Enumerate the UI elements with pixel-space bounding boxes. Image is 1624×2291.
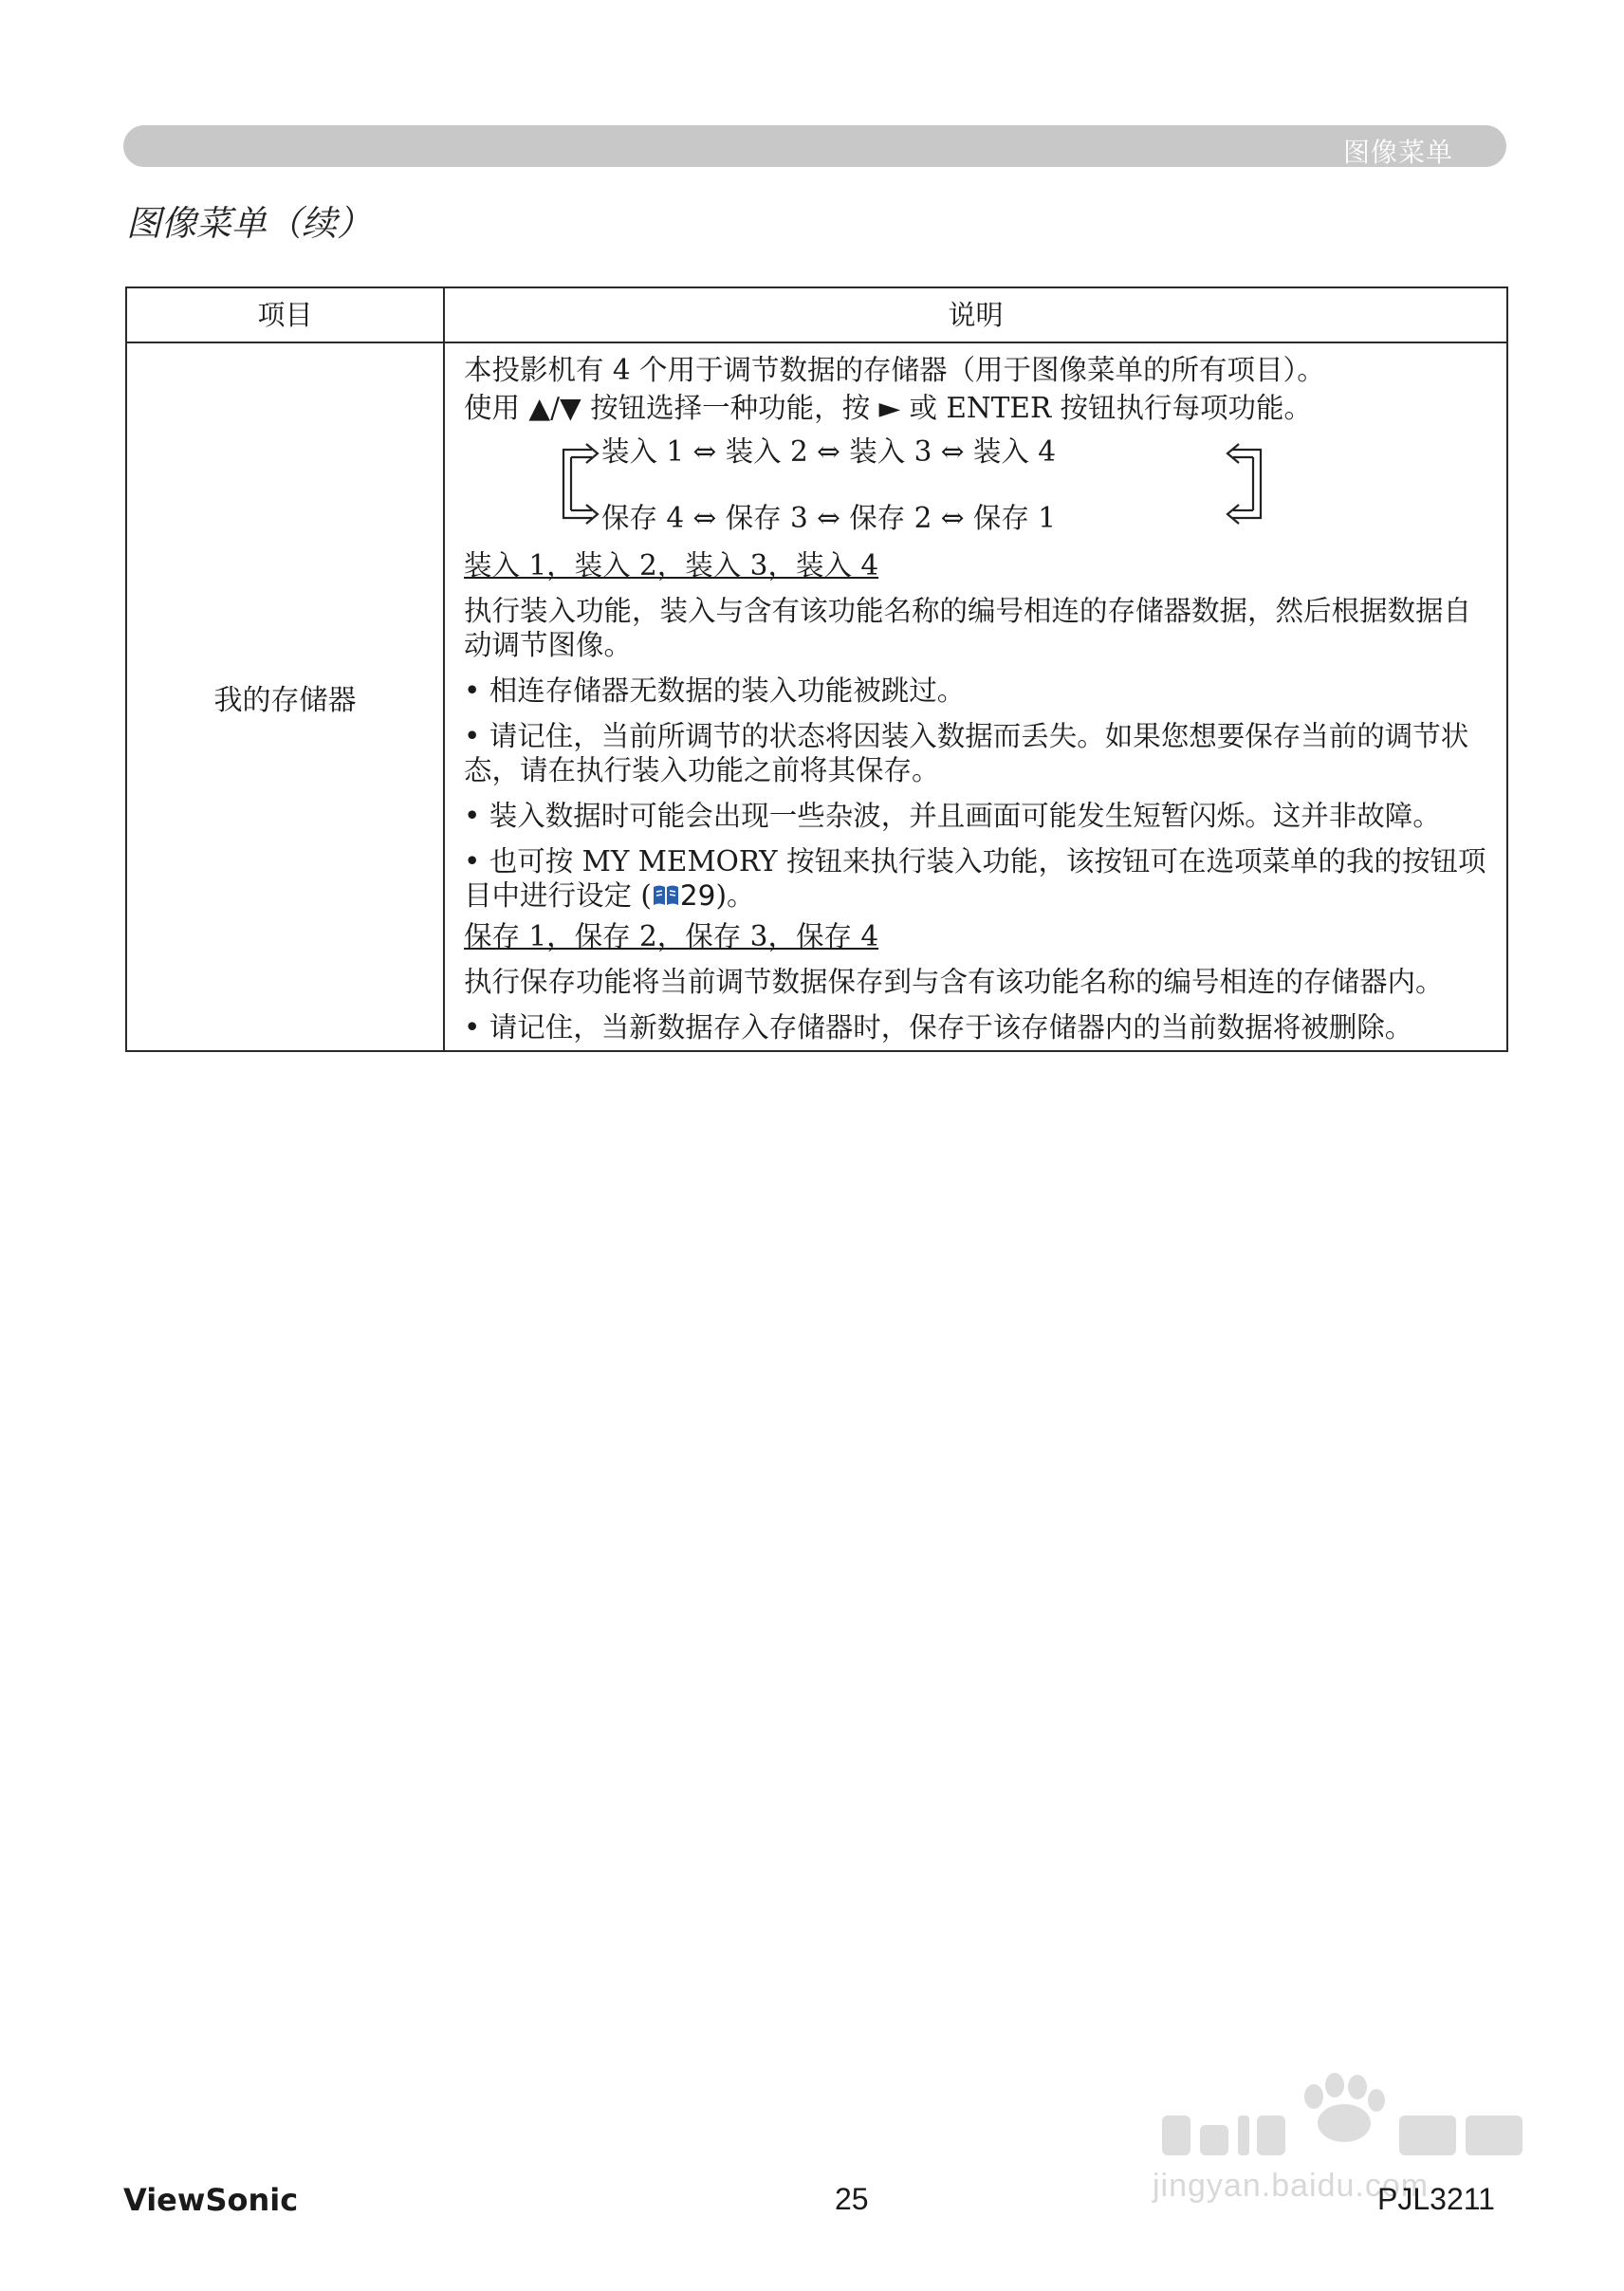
save-description: 执行保存功能将当前调节数据保存到与含有该功能名称的编号相连的存储器内。 [464, 966, 1444, 998]
watermark-text: jingyan.baidu.com [1153, 2168, 1430, 2204]
load-save-cycle-diagram [464, 429, 1491, 541]
load-bullet-3: • 装入数据时可能会出现一些杂波，并且画面可能发生短暂闪烁。这并非故障。 [464, 799, 1491, 833]
header-label: 图像菜单 [1342, 137, 1453, 168]
table-row [127, 343, 1506, 1050]
cycle-save-row: 保存 4 ⇔ 保存 3 ⇔ 保存 2 ⇔ 保存 1 [601, 502, 1057, 534]
mymemory-bullet [464, 844, 1491, 915]
load-heading: 装入 1，装入 2，装入 3，装入 4 [464, 549, 879, 582]
load-description: 执行装入功能，装入与含有该功能名称的编号相连的存储器数据，然后根据数据自动调节图像。 [464, 595, 1472, 661]
cycle-load-row: 装入 1 ⇔ 装入 2 ⇔ 装入 3 ⇔ 装入 4 [601, 435, 1057, 468]
model-number: PJL3211 [1377, 2182, 1495, 2216]
page-number: 25 [835, 2182, 869, 2216]
save-bullet-1: • 请记住，当新数据存入存储器时，保存于该存储器内的当前数据将被删除。 [464, 1010, 1491, 1044]
mymemory-text: 也可按 MY MEMORY 按钮来执行装入功能，该按钮可在选项菜单的我的按钮项目中进行设定 ( [464, 845, 1486, 912]
item-name: 我的存储器 [127, 343, 445, 1050]
column-header-description: 说明 [948, 299, 1004, 331]
load-bullet-1: • 相连存储器无数据的装入功能被跳过。 [464, 674, 1491, 708]
baidu-paw-logo-icon [1153, 2068, 1532, 2163]
save-heading: 保存 1，保存 2，保存 3，保存 4 [464, 920, 879, 952]
column-header-item: 项目 [127, 288, 445, 342]
mymemory-text-end: )。 [715, 879, 755, 912]
intro-line-1: 本投影机有 4 个用于调节数据的存储器（用于图像菜单的所有项目）。 [464, 354, 1325, 386]
header-bar [123, 125, 1506, 167]
book-reference-icon [652, 881, 680, 915]
menu-table [125, 286, 1508, 1052]
intro-line-2: 使用 ▲/▼ 按钮选择一种功能，按 ► 或 ENTER 按钮执行每项功能。 [464, 392, 1313, 424]
section-title: 图像菜单（续） [126, 203, 372, 244]
item-description [445, 343, 1506, 1050]
page-reference[interactable]: 29 [679, 879, 716, 912]
load-bullet-2: • 请记住，当前所调节的状态将因装入数据而丢失。如果您想要保存当前的调节状态，请在执行装入功能之前将其保存。 [464, 719, 1491, 787]
table-header-row [127, 288, 1506, 343]
brand-name: ViewSonic [123, 2182, 299, 2218]
